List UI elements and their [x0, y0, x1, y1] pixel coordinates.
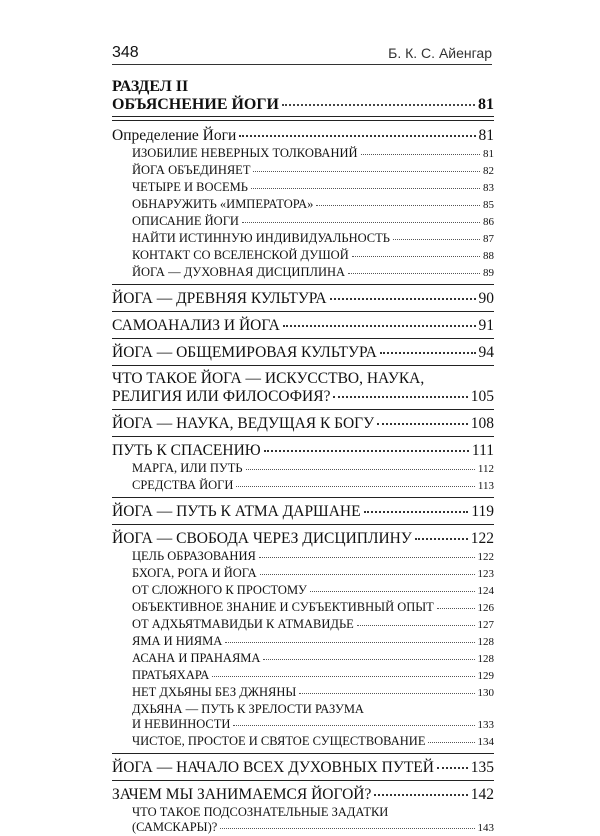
- toc-subsection-entry[interactable]: [112, 549, 494, 565]
- toc-subsection-entry[interactable]: [112, 668, 494, 684]
- toc-entry-label: Определение Йоги: [112, 127, 237, 144]
- dot-leader: [374, 794, 467, 796]
- toc-entry-label: И НЕВИННОСТИ: [132, 717, 231, 731]
- toc-entry-page: 112: [477, 463, 494, 475]
- toc-entry-label: ЙОГА — СВОБОДА ЧЕРЕЗ ДИСЦИПЛИНУ: [112, 530, 412, 547]
- toc-entry-page: 134: [477, 736, 494, 748]
- dot-leader: [348, 273, 480, 274]
- toc-chapter-entry[interactable]: [112, 317, 494, 335]
- toc-entry-label: ЦЕЛЬ ОБРАЗОВАНИЯ: [132, 549, 256, 563]
- page-number: 348: [112, 44, 139, 61]
- dot-leader: [253, 171, 480, 172]
- toc-subsection-entry[interactable]: [112, 163, 494, 179]
- toc-entry-label: ЙОГА ОБЪЕДИНЯЕТ: [132, 163, 251, 177]
- toc-entry-label: ЙОГА — ДУХОВНАЯ ДИСЦИПЛИНА: [132, 265, 346, 279]
- dot-leader: [283, 325, 476, 327]
- toc-entry-page: 133: [477, 719, 494, 731]
- toc-subsection-entry[interactable]: [112, 180, 494, 196]
- toc-entry-label: ОТ АДХЬЯТМАВИДЬИ К АТМАВИДЬЕ: [132, 617, 354, 631]
- toc-entry-label: РЕЛИГИЯ ИЛИ ФИЛОСОФИЯ?: [112, 388, 331, 405]
- toc-subsection-entry[interactable]: [112, 651, 494, 667]
- entry-separator: [112, 409, 494, 410]
- toc-entry-label: ЗАЧЕМ МЫ ЗАНИМАЕМСЯ ЙОГОЙ?: [112, 786, 372, 803]
- section-subtitle: ОБЪЯСНЕНИЕ ЙОГИ: [112, 96, 279, 113]
- dot-leader: [330, 298, 476, 300]
- toc-subsection-entry[interactable]: [112, 197, 494, 213]
- toc-subsection-entry[interactable]: [112, 478, 494, 494]
- toc-subsection-entry[interactable]: [112, 600, 494, 616]
- toc-entry-label: ЙОГА — НАУКА, ВЕДУЩАЯ К БОГУ: [112, 415, 375, 432]
- dot-leader: [260, 574, 475, 575]
- toc-chapter-entry[interactable]: [112, 127, 494, 145]
- toc-entry-page: 83: [483, 182, 494, 194]
- toc-entry-label: КОНТАКТ СО ВСЕЛЕНСКОЙ ДУШОЙ: [132, 248, 349, 262]
- toc-entry-page: 81: [478, 127, 494, 144]
- toc-entry-page: 143: [477, 822, 494, 834]
- dot-leader: [316, 205, 480, 206]
- toc-entry-label: ЧЕТЫРЕ И ВОСЕМЬ: [132, 180, 248, 194]
- dot-leader: [415, 538, 468, 540]
- table-of-contents: [112, 78, 494, 836]
- toc-entry-page: 128: [477, 636, 494, 648]
- toc-chapter-entry[interactable]: [112, 503, 494, 521]
- dot-leader: [380, 352, 476, 354]
- toc-subsection-entry[interactable]: [112, 146, 494, 162]
- dot-leader: [282, 104, 475, 106]
- toc-entry-page: 108: [470, 415, 494, 432]
- toc-subsection-entry[interactable]: [112, 248, 494, 264]
- running-header: [112, 44, 492, 65]
- toc-entry-page: 122: [477, 551, 494, 563]
- toc-entry-label: ИЗОБИЛИЕ НЕВЕРНЫХ ТОЛКОВАНИЙ: [132, 146, 358, 160]
- dot-leader: [242, 222, 480, 223]
- dot-leader: [437, 608, 475, 609]
- dot-leader: [236, 486, 474, 487]
- dot-leader: [310, 591, 475, 592]
- dot-leader: [333, 396, 467, 398]
- toc-subsection-entry[interactable]: [112, 617, 494, 633]
- dot-leader: [233, 725, 474, 726]
- toc-subsection-entry[interactable]: [112, 265, 494, 281]
- toc-entry-page: 85: [483, 199, 494, 211]
- toc-entry-page: 87: [483, 233, 494, 245]
- entry-separator: [112, 311, 494, 312]
- toc-entry-line1: ЧТО ТАКОЕ ПОДСОЗНАТЕЛЬНЫЕ ЗАДАТКИ: [132, 805, 389, 819]
- toc-subsection-entry[interactable]: [112, 734, 494, 750]
- toc-subsection-entry[interactable]: [112, 566, 494, 582]
- dot-leader: [361, 154, 480, 155]
- toc-entry-page: 94: [478, 344, 494, 361]
- toc-entry-page: 119: [471, 503, 494, 520]
- entry-separator: [112, 524, 494, 525]
- toc-entry-page: 86: [483, 216, 494, 228]
- toc-entry-page: 126: [477, 602, 494, 614]
- toc-subsection-entry[interactable]: [112, 717, 494, 733]
- dot-leader: [220, 828, 474, 829]
- dot-leader: [263, 659, 474, 660]
- toc-entry-page: 135: [470, 759, 494, 776]
- dot-leader: [393, 239, 480, 240]
- toc-entry-page: 122: [470, 530, 494, 547]
- dot-leader: [239, 135, 475, 137]
- toc-subsection-entry[interactable]: [112, 214, 494, 230]
- section-title: РАЗДЕЛ II: [112, 78, 189, 95]
- section-page: 81: [478, 96, 494, 113]
- dot-leader: [225, 642, 474, 643]
- toc-entry-label: НАЙТИ ИСТИННУЮ ИНДИВИДУАЛЬНОСТЬ: [132, 231, 390, 245]
- toc-entry-label: ЙОГА — ДРЕВНЯЯ КУЛЬТУРА: [112, 290, 327, 307]
- entry-separator: [112, 780, 494, 781]
- toc-chapter-entry[interactable]: [112, 415, 494, 433]
- toc-entry-label: НЕТ ДХЬЯНЫ БЕЗ ДЖНЯНЫ: [132, 685, 297, 699]
- dot-leader: [264, 450, 469, 452]
- toc-entry-line1: ЧТО ТАКОЕ ЙОГА — ИСКУССТВО, НАУКА,: [112, 370, 425, 387]
- entry-separator: [112, 338, 494, 339]
- toc-entry-label: САМОАНАЛИЗ И ЙОГА: [112, 317, 280, 334]
- toc-entry-label: ПУТЬ К СПАСЕНИЮ: [112, 442, 261, 459]
- toc-subsection-entry[interactable]: [112, 634, 494, 650]
- toc-entry-label: СРЕДСТВА ЙОГИ: [132, 478, 234, 492]
- toc-chapter-entry[interactable]: [112, 290, 494, 308]
- toc-subsection-entry[interactable]: [112, 685, 494, 701]
- toc-entry-label: БХОГА, РОГА И ЙОГА: [132, 566, 257, 580]
- toc-entry-page: 111: [471, 442, 494, 459]
- dot-leader: [352, 256, 480, 257]
- toc-entry-label: ЯМА И НИЯМА: [132, 634, 223, 648]
- toc-chapter-entry[interactable]: [112, 344, 494, 362]
- dot-leader: [299, 693, 474, 694]
- toc-entry-page: 123: [477, 568, 494, 580]
- section-subtitle-row[interactable]: [112, 96, 494, 117]
- toc-entry-label: ОБЪЕКТИВНОЕ ЗНАНИЕ И СУБЪЕКТИВНЫЙ ОПЫТ: [132, 600, 434, 614]
- dot-leader: [251, 188, 480, 189]
- toc-entry-page: 91: [478, 317, 494, 334]
- entry-separator: [112, 436, 494, 437]
- toc-subsection-entry[interactable]: [112, 231, 494, 247]
- toc-entry-label: ЙОГА — ПУТЬ К АТМА ДАРШАНЕ: [112, 503, 361, 520]
- toc-subsection-entry[interactable]: [112, 583, 494, 599]
- toc-subsection-entry[interactable]: [112, 461, 494, 477]
- toc-entry-label: ОБНАРУЖИТЬ «ИМПЕРАТОРА»: [132, 197, 314, 211]
- dot-leader: [364, 511, 469, 513]
- toc-entry-page: 81: [483, 148, 494, 160]
- toc-entry-page: 90: [478, 290, 494, 307]
- toc-entry-label: ОТ СЛОЖНОГО К ПРОСТОМУ: [132, 583, 307, 597]
- entry-separator: [112, 284, 494, 285]
- toc-entry-page: 128: [477, 653, 494, 665]
- toc-chapter-entry[interactable]: [112, 442, 494, 460]
- toc-subsection-entry[interactable]: [112, 820, 494, 836]
- dot-leader: [437, 767, 468, 769]
- toc-entry-label: ЙОГА — ОБЩЕМИРОВАЯ КУЛЬТУРА: [112, 344, 377, 361]
- entry-separator: [112, 120, 494, 121]
- toc-chapter-entry[interactable]: [112, 388, 494, 406]
- dot-leader: [428, 742, 474, 743]
- toc-entries: [112, 120, 494, 836]
- toc-entry-page: 82: [483, 165, 494, 177]
- dot-leader: [246, 469, 475, 470]
- toc-entry-page: 88: [483, 250, 494, 262]
- dot-leader: [259, 557, 475, 558]
- toc-entry-page: 129: [477, 670, 494, 682]
- toc-entry-line1: ДХЬЯНА — ПУТЬ К ЗРЕЛОСТИ РАЗУМА: [132, 702, 364, 716]
- toc-entry-page: 89: [483, 267, 494, 279]
- toc-entry-label: МАРГА, ИЛИ ПУТЬ: [132, 461, 243, 475]
- toc-entry-label: (САМСКАРЫ)?: [132, 820, 218, 834]
- dot-leader: [212, 676, 474, 677]
- toc-entry-label: АСАНА И ПРАНАЯМА: [132, 651, 261, 665]
- toc-entry-page: 142: [470, 786, 494, 803]
- dot-leader: [357, 625, 475, 626]
- toc-chapter-entry[interactable]: [112, 786, 494, 804]
- toc-entry-page: 130: [477, 687, 494, 699]
- running-head-author: Б. К. С. Айенгар: [388, 45, 492, 61]
- entry-separator: [112, 497, 494, 498]
- toc-entry-page: 127: [477, 619, 494, 631]
- toc-chapter-entry[interactable]: [112, 759, 494, 777]
- toc-entry-page: 105: [470, 388, 494, 405]
- entry-separator: [112, 365, 494, 366]
- toc-entry-label: ПРАТЬЯХАРА: [132, 668, 210, 682]
- toc-entry-label: ЧИСТОЕ, ПРОСТОЕ И СВЯТОЕ СУЩЕСТВОВАНИЕ: [132, 734, 426, 748]
- toc-entry-page: 113: [477, 480, 494, 492]
- toc-entry-label: ЙОГА — НАЧАЛО ВСЕХ ДУХОВНЫХ ПУТЕЙ: [112, 759, 434, 776]
- entry-separator: [112, 753, 494, 754]
- dot-leader: [377, 423, 468, 425]
- toc-entry-page: 124: [477, 585, 494, 597]
- toc-chapter-entry[interactable]: [112, 530, 494, 548]
- toc-entry-label: ОПИСАНИЕ ЙОГИ: [132, 214, 239, 228]
